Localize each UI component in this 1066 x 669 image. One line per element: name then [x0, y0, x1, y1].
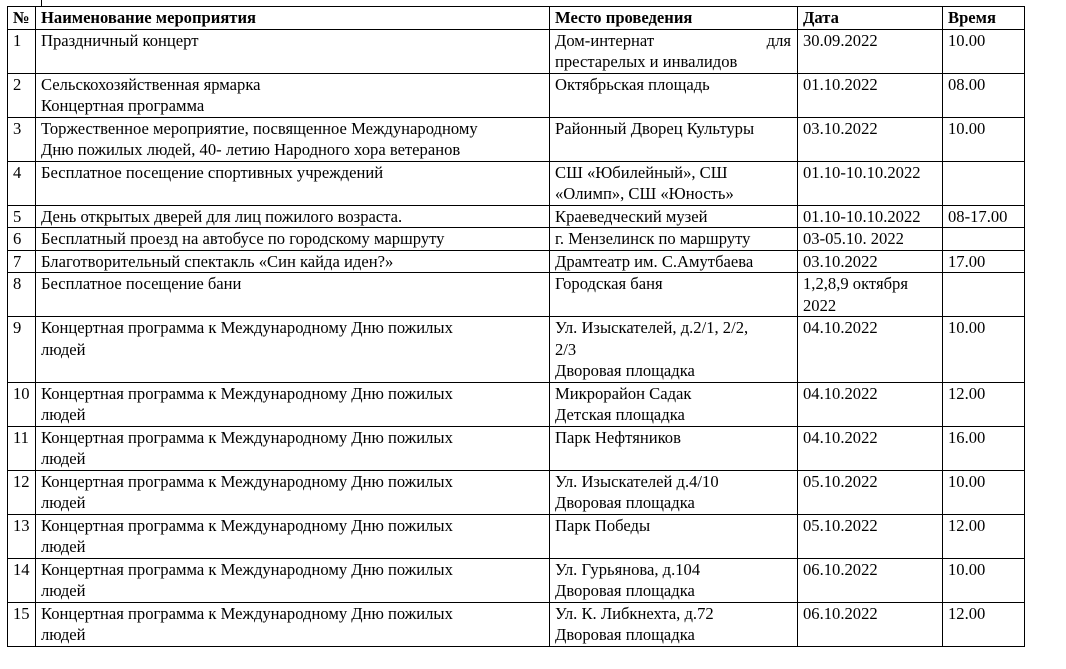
cell-date [798, 205, 943, 228]
cell-event-name-line: людей [41, 449, 86, 468]
cell-event-name [36, 382, 550, 426]
cell-venue-line: Ул. Изыскателей, д.2/1, 2/2, [555, 318, 749, 337]
cell-date-line: 03.10.2022 [803, 118, 878, 138]
cell-date [798, 470, 943, 514]
cell-event-name-line: людей [41, 493, 86, 512]
cell-venue-line: Микрорайон Садак [555, 383, 692, 403]
cell-venue [550, 205, 798, 228]
cell-time [943, 514, 1025, 558]
table-row [8, 317, 1025, 383]
events-table [7, 6, 1025, 647]
cell-venue [550, 161, 798, 205]
cell-event-name-line: людей [41, 581, 86, 600]
cell-time-line: 12.00 [948, 515, 986, 535]
cell-event-name [36, 470, 550, 514]
cell-date [798, 273, 943, 317]
cell-venue-line: Октябрьская площадь [555, 74, 710, 94]
header-date: Дата [798, 7, 943, 30]
cell-venue [550, 273, 798, 317]
table-row [8, 73, 1025, 117]
cell-venue-line: Дворовая площадка [555, 493, 695, 512]
cell-event-name-line: Благотворительный спектакль «Син кайда иден?» [41, 251, 394, 271]
cell-event-name [36, 273, 550, 317]
cell-time [943, 317, 1025, 383]
cell-number [8, 426, 36, 470]
cell-number [8, 558, 36, 602]
table-row [8, 382, 1025, 426]
cell-venue [550, 250, 798, 273]
cell-number [8, 273, 36, 317]
cell-event-name-line: людей [41, 537, 86, 556]
cell-time-line: 10.00 [948, 559, 986, 579]
cell-number-line: 2 [13, 74, 22, 94]
cell-number-line: 14 [13, 559, 30, 579]
cell-venue-line: Детская площадка [555, 405, 685, 424]
cell-time-line: 12.00 [948, 383, 986, 403]
cell-date [798, 73, 943, 117]
cell-venue-line: Ул. Гурьянова, д.104 [555, 559, 701, 579]
cell-date-line: 01.10-10.10.2022 [803, 162, 921, 182]
cell-number-line: 1 [13, 30, 22, 50]
cell-time-line: 10.00 [948, 118, 986, 138]
cell-number [8, 317, 36, 383]
cell-event-name [36, 117, 550, 161]
cell-venue [550, 602, 798, 646]
table-row [8, 250, 1025, 273]
cell-number [8, 602, 36, 646]
cell-event-name-line: Концертная программа к Международному Дню пожилых [41, 318, 453, 337]
cell-number-line: 7 [13, 251, 22, 271]
cell-venue [550, 73, 798, 117]
cell-time-line: 12.00 [948, 603, 986, 623]
table-row [8, 514, 1025, 558]
cell-time [943, 273, 1025, 317]
cell-number [8, 161, 36, 205]
cell-number-line: 4 [13, 162, 22, 182]
cell-time [943, 602, 1025, 646]
header-number: № [8, 7, 36, 30]
cell-time [943, 382, 1025, 426]
cell-date [798, 602, 943, 646]
cell-number [8, 382, 36, 426]
header-time: Время [943, 7, 1025, 30]
cell-event-name-line: Концертная программа к Международному Дню пожилых [41, 427, 453, 447]
cell-number [8, 73, 36, 117]
cell-number-line: 6 [13, 229, 22, 248]
cell-venue [550, 317, 798, 383]
cell-time [943, 161, 1025, 205]
cell-event-name [36, 73, 550, 117]
cell-venue [550, 117, 798, 161]
cell-venue-line: Дворовая площадка [555, 361, 695, 380]
cell-number [8, 470, 36, 514]
cell-date [798, 250, 943, 273]
cell-venue-line: Районный Дворец Культуры [555, 118, 755, 138]
cell-event-name-line: Концертная программа к Международному Дню пожилых [41, 559, 453, 579]
cell-event-name [36, 205, 550, 228]
cell-number-line: 8 [13, 274, 22, 293]
cell-date [798, 117, 943, 161]
cell-time-line: 10.00 [948, 318, 986, 337]
cell-time-line: 08.00 [948, 74, 986, 94]
table-row [8, 161, 1025, 205]
cell-date [798, 228, 943, 251]
cell-venue-line: 2/3 [555, 339, 577, 359]
cell-time [943, 205, 1025, 228]
cell-venue-line: Ул. Изыскателей д.4/10 [555, 471, 719, 491]
cell-number [8, 205, 36, 228]
cell-time [943, 228, 1025, 251]
cell-venue-line: Городская баня [555, 274, 663, 293]
cell-date [798, 317, 943, 383]
table-row [8, 273, 1025, 317]
table-row [8, 426, 1025, 470]
cell-event-name [36, 317, 550, 383]
cell-event-name-line: Бесплатное посещение спортивных учреждений [41, 162, 384, 182]
cell-date [798, 382, 943, 426]
cell-event-name [36, 250, 550, 273]
cell-date [798, 558, 943, 602]
cell-venue [550, 29, 798, 73]
cell-number-line: 12 [13, 471, 30, 491]
cell-date [798, 29, 943, 73]
cell-event-name-line: Бесплатное посещение бани [41, 274, 242, 293]
cell-time [943, 250, 1025, 273]
cell-venue-line: Драмтеатр им. С.Амутбаева [555, 251, 754, 271]
cell-event-name-line: Праздничный концерт [41, 30, 199, 50]
cell-event-name [36, 558, 550, 602]
cell-event-name-line: Концертная программа к Международному Дню пожилых [41, 471, 453, 491]
cell-event-name-line: Торжественное мероприятие, посвященное Международному [41, 118, 478, 138]
cell-venue-line: «Олимп», СШ «Юность» [555, 184, 734, 203]
cell-number [8, 29, 36, 73]
cell-time [943, 29, 1025, 73]
cell-event-name-line: Концертная программа к Международному Дню пожилых [41, 383, 453, 403]
cell-time-line: 16.00 [948, 427, 986, 447]
cell-event-name-line: Концертная программа к Международному Дню пожилых [41, 515, 453, 535]
table-row [8, 29, 1025, 73]
cell-number-line: 3 [13, 118, 22, 138]
cell-number [8, 117, 36, 161]
cell-venue [550, 382, 798, 426]
cell-number-line: 13 [13, 515, 30, 535]
cell-date-line: 06.10.2022 [803, 603, 878, 623]
cell-date [798, 514, 943, 558]
cell-event-name-line: Концертная программа [41, 96, 205, 115]
cell-date-line: 04.10.2022 [803, 318, 878, 337]
table-row [8, 558, 1025, 602]
cell-date-line: 01.10.2022 [803, 74, 878, 94]
cell-date-line: 1,2,8,9 октября [803, 274, 908, 293]
cell-date-line: 30.09.2022 [803, 30, 878, 50]
cell-date-line: 04.10.2022 [803, 427, 878, 447]
cell-date [798, 426, 943, 470]
cell-event-name-line: Дню пожилых людей, 40- летию Народного хора ветеранов [41, 140, 461, 159]
cell-number-line: 11 [13, 427, 29, 447]
cell-venue-line: престарелых и инвалидов [555, 52, 738, 71]
cell-time [943, 470, 1025, 514]
table-row [8, 117, 1025, 161]
cell-event-name [36, 29, 550, 73]
table-row [8, 205, 1025, 228]
cell-date-line: 05.10.2022 [803, 515, 878, 535]
cell-venue-line: Парк Нефтяников [555, 427, 681, 447]
table-row [8, 602, 1025, 646]
cell-event-name [36, 426, 550, 470]
cell-date-line: 03-05.10. 2022 [803, 229, 904, 248]
table-row [8, 470, 1025, 514]
cell-number-line: 15 [13, 603, 30, 623]
cell-number-line: 5 [13, 206, 22, 226]
cell-venue-line: Краеведческий музей [555, 206, 708, 226]
cell-venue [550, 228, 798, 251]
cell-time [943, 73, 1025, 117]
cell-event-name-line: Концертная программа к Международному Дню пожилых [41, 603, 453, 623]
cell-venue-line: Дворовая площадка [555, 625, 695, 644]
cell-venue-line: СШ «Юбилейный», СШ [555, 162, 728, 182]
cell-venue-line: Парк Победы [555, 515, 651, 535]
cell-event-name-line: людей [41, 405, 86, 424]
table-row [8, 228, 1025, 251]
cell-venue-line: г. Мензелинск по маршруту [555, 229, 751, 248]
cell-number [8, 250, 36, 273]
cell-time [943, 426, 1025, 470]
cell-event-name-line: День открытых дверей для лиц пожилого возраста. [41, 206, 403, 226]
cell-time [943, 558, 1025, 602]
cell-event-name [36, 602, 550, 646]
table-body [8, 29, 1025, 646]
cell-venue [550, 470, 798, 514]
cell-date-line: 04.10.2022 [803, 383, 878, 403]
cell-number [8, 514, 36, 558]
cell-venue-line: Дворовая площадка [555, 581, 695, 600]
cell-date [798, 161, 943, 205]
table-header-row [8, 7, 1025, 30]
header-venue: Место проведения [550, 7, 798, 30]
cell-event-name [36, 161, 550, 205]
cell-date-line: 03.10.2022 [803, 251, 878, 271]
cell-date-line: 06.10.2022 [803, 559, 878, 579]
cell-event-name [36, 514, 550, 558]
header-event-name: Наименование мероприятия [36, 7, 550, 30]
cell-event-name [36, 228, 550, 251]
cell-number [8, 228, 36, 251]
cell-venue-line: Ул. К. Либкнехта, д.72 [555, 603, 714, 623]
cell-time [943, 117, 1025, 161]
cell-time-line: 10.00 [948, 30, 986, 50]
cell-time-line: 08-17.00 [948, 206, 1008, 226]
cell-venue [550, 558, 798, 602]
cell-venue-line: Дом-интернат для [555, 30, 791, 50]
cell-event-name-line: людей [41, 625, 86, 644]
cell-event-name-line: Сельскохозяйственная ярмарка [41, 74, 261, 94]
cell-event-name-line: Бесплатный проезд на автобусе по городскому маршруту [41, 229, 445, 248]
cell-number-line: 10 [13, 383, 30, 403]
cell-date-line: 2022 [803, 295, 837, 315]
cell-venue [550, 426, 798, 470]
cell-number-line: 9 [13, 318, 22, 337]
cell-event-name-line: людей [41, 339, 86, 359]
cell-date-line: 05.10.2022 [803, 471, 878, 491]
cell-venue [550, 514, 798, 558]
cell-time-line: 10.00 [948, 471, 986, 491]
cell-date-line: 01.10-10.10.2022 [803, 206, 921, 226]
cell-time-line: 17.00 [948, 251, 986, 271]
